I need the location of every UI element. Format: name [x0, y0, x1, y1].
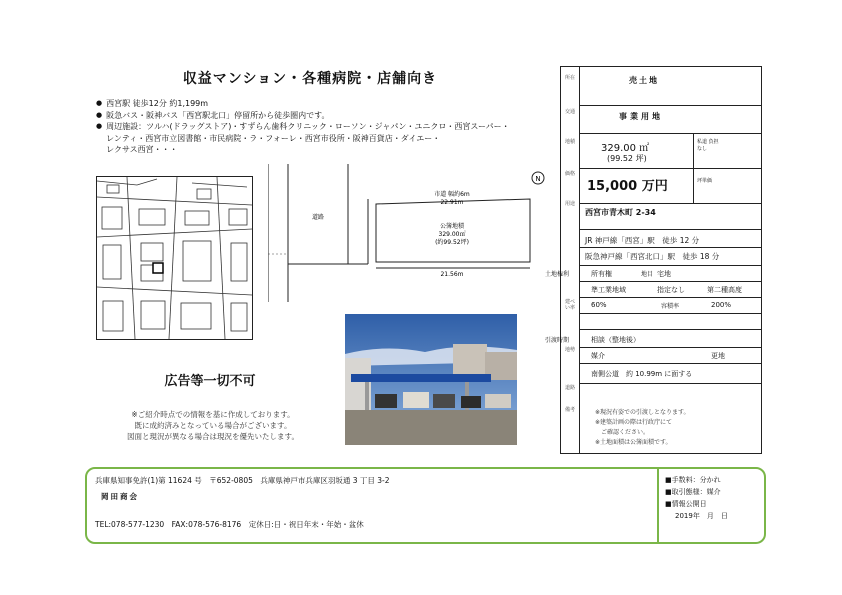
- location-map: [96, 176, 253, 340]
- feature-item: ● 周辺施設：ツルハ(ドラッグストア)・すずらん歯科クリニック・ローソン・ジャパン・ユニクロ・西宮スーパー・: [96, 122, 510, 131]
- feature-item: ● 阪急バス・阪神バス「西宮駅北口」停留所から徒歩圏内です。: [96, 110, 330, 120]
- access-hankyu: 阪急神戸線「西宮北口」駅 徒歩 18 分: [585, 252, 720, 261]
- property-info-panel: 所在 交通 地積 価格 用途 建ぺい率 地勢 道路 備考 売土地 事業用地 329.00 ㎡ (99.52 坪) 私道 負担 なし 15,000 万円 坪単価 西宮市青木町 2-34 JR 神戸線「西宮」駅 徒歩 12 分 阪急神戸線「西宮北口」駅 徒歩 18 分 土地権利 所有権 地目 宅地 準工業地域 指定なし 第二種高度 60% 容積率 200% 引渡時期 相談（整地後） 媒介 更地 南側公道 約 10.99m に面する ※現況有姿での引渡しとなります。 ※建築計画の際は行政庁にて ご確認ください。 ※土地面積は公簿面積です。: [560, 66, 762, 454]
- bullet-icon: ●: [96, 110, 103, 119]
- road-label-top: 市道 幅約6m: [434, 191, 470, 198]
- building-coverage: 60%: [591, 301, 607, 309]
- area-value: 329.00㎡: [438, 231, 466, 238]
- area-sqm: 329.00 ㎡: [601, 143, 650, 154]
- delivery: 相談（整地後）: [591, 336, 640, 344]
- contact-info: TEL:078-577-1230 FAX:078-576-8176 定休日:日・祝日年末・年始・盆休: [95, 520, 364, 529]
- listing-type: 売土地: [629, 76, 659, 85]
- road-access: 南側公道 約 10.99m に面する: [591, 370, 693, 378]
- location: 西宮市青木町 2-34: [585, 208, 656, 217]
- floor-area-ratio: 200%: [711, 301, 732, 309]
- target-marker: [153, 263, 163, 273]
- plot-plan: [268, 164, 553, 302]
- headline: 収益マンション・各種病院・店舗向き: [182, 71, 438, 87]
- price-note: 坪単価: [697, 178, 713, 184]
- ad-prohibited-notice: 広告等一切不可: [164, 374, 256, 389]
- area-label: 公簿地積: [439, 223, 465, 230]
- status: 更地: [711, 352, 725, 360]
- terms: 媒介: [591, 352, 605, 360]
- bullet-icon: ●: [96, 99, 103, 107]
- width-bottom: 21.56m: [440, 271, 464, 278]
- fire-zone: 指定なし: [657, 286, 685, 294]
- zoning: 準工業地域: [591, 286, 626, 294]
- left-road-label: 道路: [311, 214, 325, 221]
- feature-item: レクサス西宮・・・: [106, 145, 178, 154]
- feature-item: レンティ・西宮市立図書館・市民病院・ラ・フォーレ・西宮市役所・阪神百貨店・ダイエー・: [106, 133, 441, 143]
- access-jr: JR 神戸線「西宮」駅 徒歩 12 分: [585, 236, 700, 245]
- area-tsubo: (約99.52坪): [435, 239, 469, 246]
- price: 15,000 万円: [587, 179, 668, 194]
- side-label-column: 所在 交通 地積 価格 用途 建ぺい率 地勢 道路 備考: [561, 67, 580, 453]
- disclaimer: ※ご紹介時点での情報を基に作成しております。 既に成約済みとなっている場合がございます。 図面と現況が異なる場合は現況を優先いたします。: [127, 410, 299, 441]
- north-label: N: [535, 175, 541, 183]
- bullet-icon: ●: [96, 122, 103, 130]
- site-photo: [345, 314, 517, 445]
- listing-category: 事業用地: [619, 112, 663, 121]
- height-zone: 第二種高度: [707, 286, 742, 294]
- feature-list: [96, 98, 551, 156]
- land-category: 宅地: [657, 270, 671, 278]
- feature-item: ● 西宮駅 徒歩12分 約1,199m: [96, 99, 209, 108]
- width-top: 22.91m: [440, 199, 464, 206]
- company-footer: 兵庫県知事免許(1)第 11624 号 〒652-0805 兵庫県神戸市兵庫区羽坂通 3 丁目 3-2 岡田商会 TEL:078-577-1230 FAX:078-576-8176 定休日:日・祝日年末・年始・盆休 ■手数料：分かれ ■取引態様：媒介 ■情報公開日 2019年 月 日: [85, 467, 766, 544]
- license-address: 兵庫県知事免許(1)第 11624 号 〒652-0805 兵庫県神戸市兵庫区羽坂通 3 丁目 3-2: [95, 476, 390, 485]
- map-drawing: [97, 177, 252, 339]
- area-note: 私道 負担 なし: [697, 139, 719, 152]
- area-tsubo: (99.52 坪): [607, 154, 647, 163]
- company-name: 岡田商会: [101, 492, 139, 501]
- rights: 所有権: [591, 270, 612, 278]
